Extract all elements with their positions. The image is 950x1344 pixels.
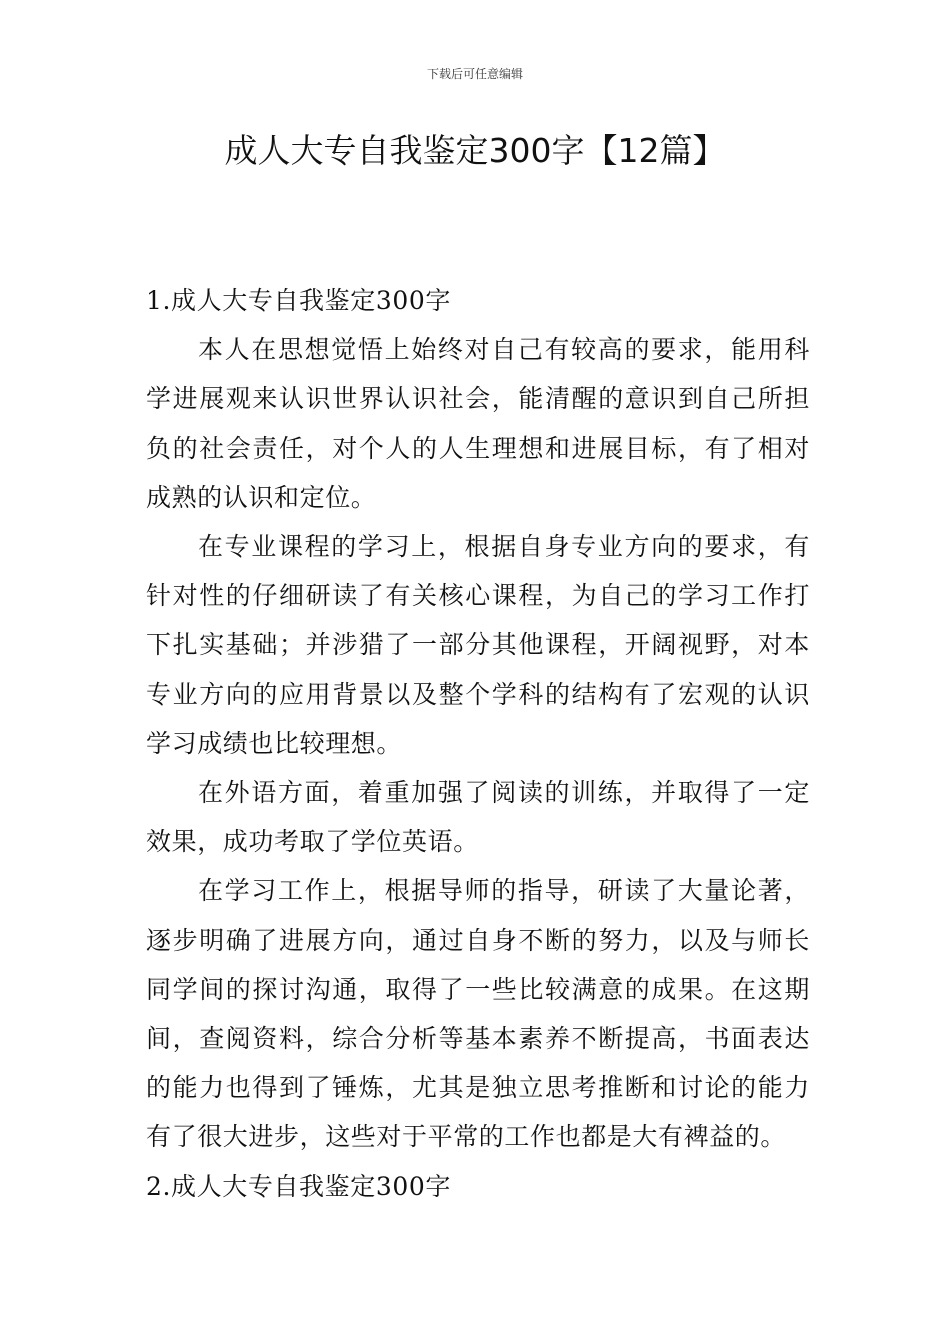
document-title: 成人大专自我鉴定300字【12篇】 xyxy=(224,131,726,170)
paragraph: 在专业课程的学习上，根据自身专业方向的要求，有针对性的仔细研读了有关核心课程，为自己的学习工作打下扎实基础；并涉猎了一部分其他课程，开阔视野，对本专业方向的应用背景以及整个学科的结构有了宏观的认识学习成绩也比较理想。 xyxy=(146,532,810,758)
paragraph: 在外语方面，着重加强了阅读的训练，并取得了一定效果，成功考取了学位英语。 xyxy=(146,778,810,857)
paragraph: 在学习工作上，根据导师的指导，研读了大量论著，逐步明确了进展方向，通过自身不断的努力，以及与师长同学间的探讨沟通，取得了一些比较满意的成果。在这期间，查阅资料，综合分析等基本素养不断提高，书面表达的能力也得到了锤炼，尤其是独立思考推断和讨论的能力有了很大进步，这些对于平常的工作也都是大有裨益的。 xyxy=(146,876,810,1152)
header-note: 下载后可任意编辑 xyxy=(426,67,523,81)
document-body xyxy=(146,276,810,1211)
paragraph: 本人在思想觉悟上始终对自己有较高的要求，能用科学进展观来认识世界认识社会，能清醒的意识到自己所担负的社会责任，对个人的人生理想和进展目标，有了相对成熟的认识和定位。 xyxy=(146,335,810,512)
section-heading-2: 2.成人大专自我鉴定300字 xyxy=(146,1171,451,1201)
section-heading-1: 1.成人大专自我鉴定300字 xyxy=(146,286,451,315)
